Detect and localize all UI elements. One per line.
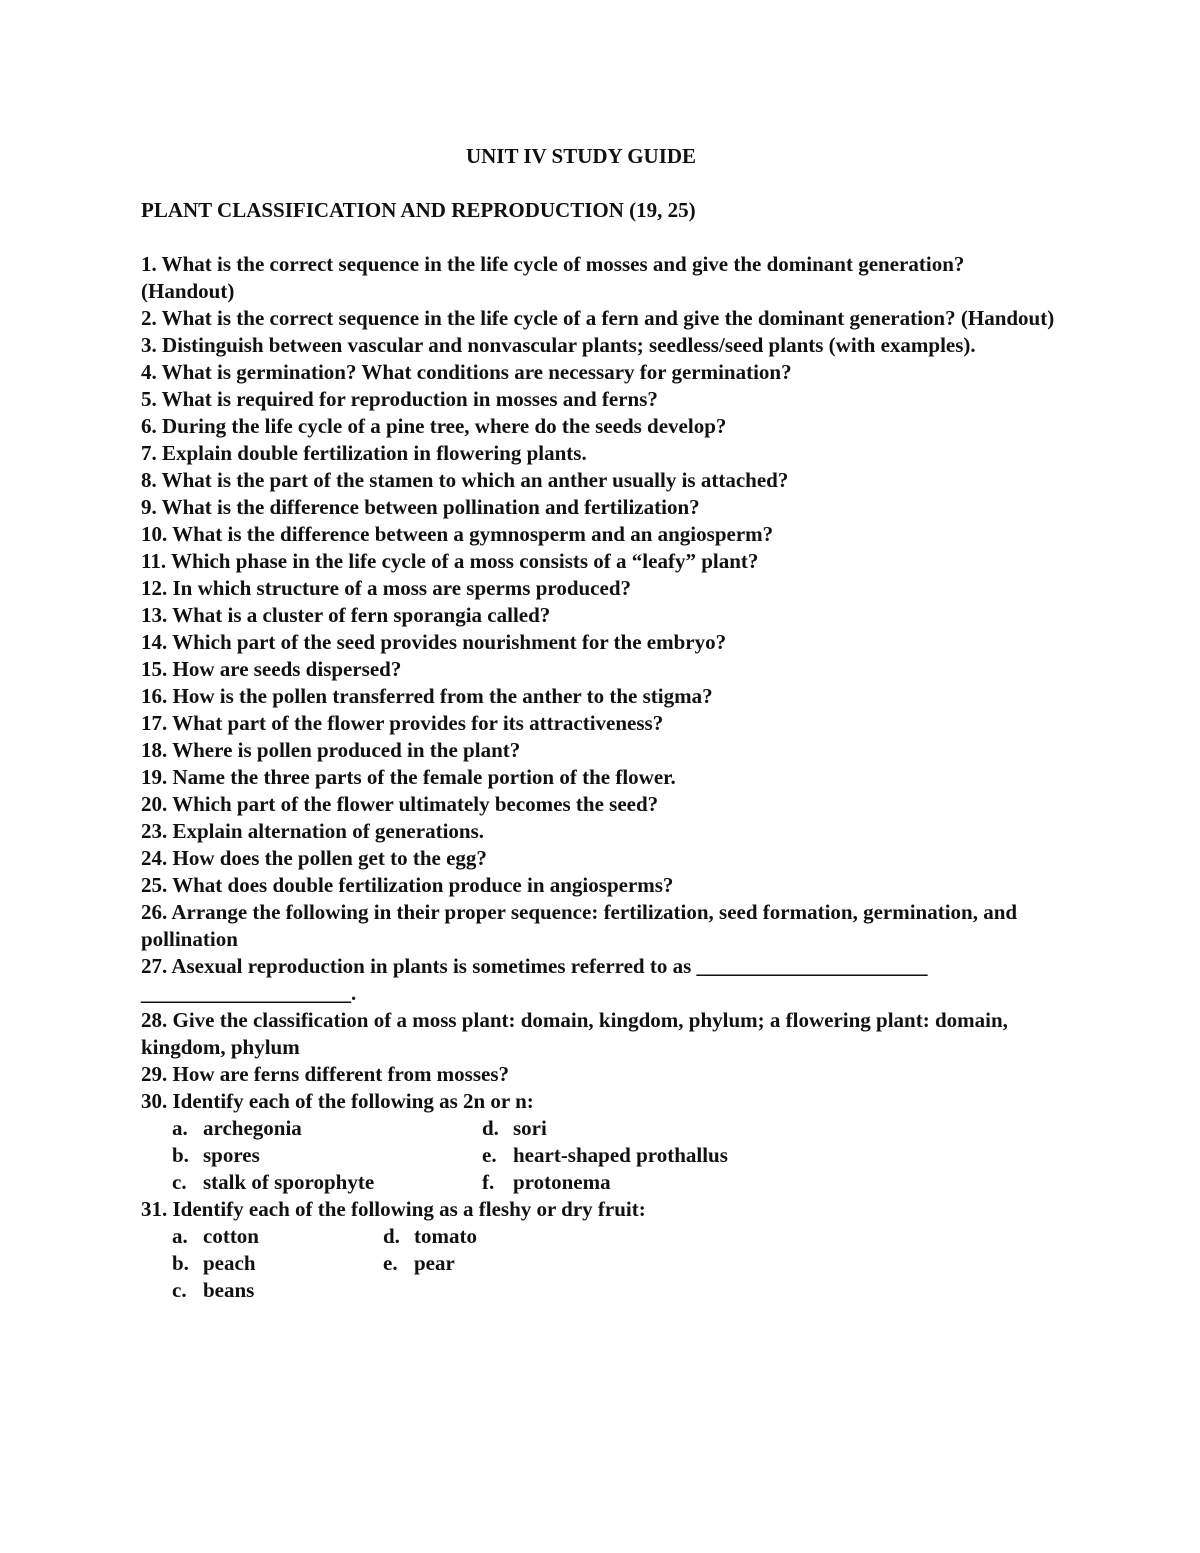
question-text: Where is pollen produced in the plant? — [172, 738, 521, 762]
question-text: How does the pollen get to the egg? — [172, 846, 487, 870]
question-text: Which part of the seed provides nourishment for the embryo? — [172, 630, 727, 654]
option-letter: d. — [383, 1224, 400, 1248]
option-text: stalk of sporophyte — [203, 1170, 375, 1194]
question-19 — [141, 764, 1061, 791]
question-number: 19. — [141, 765, 168, 789]
option-letter: a. — [172, 1116, 188, 1140]
question-28 — [141, 1007, 1061, 1061]
option-b — [172, 1250, 383, 1277]
option-e — [383, 1250, 455, 1277]
question-number: 31. — [141, 1197, 168, 1221]
question-text: Distinguish between vascular and nonvascular plants; seedless/seed plants (with examples). — [162, 333, 976, 357]
option-text: sori — [513, 1116, 547, 1140]
question-number: 13. — [141, 603, 168, 627]
question-number: 1. — [141, 252, 157, 276]
option-text: tomato — [414, 1224, 477, 1248]
question-number: 11. — [141, 549, 167, 573]
question-number: 25. — [141, 873, 168, 897]
question-text: What is the correct sequence in the life cycle of mosses and give the dominant generation? (Handout) — [141, 252, 965, 303]
question-number: 30. — [141, 1089, 168, 1113]
question-20 — [141, 791, 1061, 818]
question-16 — [141, 683, 1061, 710]
question-number: 3. — [141, 333, 157, 357]
question-text: Which phase in the life cycle of a moss consists of a “leafy” plant? — [170, 549, 759, 573]
section-heading: PLANT CLASSIFICATION AND REPRODUCTION (19, 25) — [141, 198, 696, 222]
option-letter: e. — [482, 1143, 497, 1167]
question-number: 23. — [141, 819, 168, 843]
question-number: 6. — [141, 414, 157, 438]
question-text: Identify each of the following as 2n or n: — [172, 1089, 534, 1113]
option-b — [172, 1142, 482, 1169]
question-30-options — [172, 1115, 1061, 1196]
spacer — [141, 224, 1061, 251]
option-d — [383, 1223, 477, 1250]
question-text: Name the three parts of the female portion of the flower. — [172, 765, 676, 789]
option-f — [482, 1169, 611, 1196]
question-9 — [141, 494, 1061, 521]
option-letter: f. — [482, 1170, 495, 1194]
question-number: 7. — [141, 441, 157, 465]
option-text: cotton — [203, 1224, 259, 1248]
question-number: 18. — [141, 738, 168, 762]
question-number: 12. — [141, 576, 168, 600]
question-12 — [141, 575, 1061, 602]
option-text: peach — [203, 1251, 256, 1275]
question-26 — [141, 899, 1061, 953]
question-number: 5. — [141, 387, 157, 411]
question-text: What is the part of the stamen to which an anther usually is attached? — [161, 468, 789, 492]
option-letter: a. — [172, 1224, 188, 1248]
question-text: What is the difference between pollination and fertilization? — [161, 495, 700, 519]
option-text: pear — [414, 1251, 455, 1275]
page-title: UNIT IV STUDY GUIDE — [465, 144, 697, 168]
question-number: 16. — [141, 684, 168, 708]
option-a — [172, 1115, 482, 1142]
option-a — [172, 1223, 383, 1250]
question-text: What is a cluster of fern sporangia called? — [172, 603, 551, 627]
option-e — [482, 1142, 728, 1169]
question-text: How is the pollen transferred from the anther to the stigma? — [172, 684, 713, 708]
question-number: 27. — [141, 954, 168, 978]
question-5 — [141, 386, 1061, 413]
question-text: What does double fertilization produce in angiosperms? — [172, 873, 674, 897]
option-text: heart-shaped prothallus — [513, 1143, 728, 1167]
option-d — [482, 1115, 547, 1142]
question-number: 8. — [141, 468, 157, 492]
option-text: archegonia — [203, 1116, 302, 1140]
question-number: 10. — [141, 522, 168, 546]
question-text: Identify each of the following as a fleshy or dry fruit: — [172, 1197, 646, 1221]
question-number: 14. — [141, 630, 168, 654]
question-8 — [141, 467, 1061, 494]
option-text: spores — [203, 1143, 260, 1167]
question-number: 15. — [141, 657, 168, 681]
question-number: 17. — [141, 711, 168, 735]
question-13 — [141, 602, 1061, 629]
question-10 — [141, 521, 1061, 548]
option-row — [172, 1142, 1061, 1169]
option-letter: d. — [482, 1116, 499, 1140]
question-text: Give the classification of a moss plant: domain, kingdom, phylum; a flowering plant: domain, kingdom, phylum — [141, 1008, 1008, 1059]
option-letter: b. — [172, 1143, 189, 1167]
question-18 — [141, 737, 1061, 764]
question-number: 4. — [141, 360, 157, 384]
question-24 — [141, 845, 1061, 872]
question-text: During the life cycle of a pine tree, where do the seeds develop? — [162, 414, 727, 438]
question-number: 28. — [141, 1008, 168, 1032]
question-1 — [141, 251, 1061, 305]
question-27 — [141, 953, 1061, 1007]
question-30 — [141, 1088, 1061, 1115]
question-29 — [141, 1061, 1061, 1088]
question-11 — [141, 548, 1061, 575]
option-letter: b. — [172, 1251, 189, 1275]
option-row — [172, 1169, 1061, 1196]
question-number: 2. — [141, 306, 157, 330]
question-text: What is the correct sequence in the life cycle of a fern and give the dominant generation? (Handout) — [161, 306, 1055, 330]
question-23 — [141, 818, 1061, 845]
question-text: How are ferns different from mosses? — [172, 1062, 510, 1086]
question-17 — [141, 710, 1061, 737]
option-row — [172, 1277, 1061, 1304]
question-6 — [141, 413, 1061, 440]
question-text: Asexual reproduction in plants is sometimes referred to as ______________________ ____________________. — [141, 954, 928, 1005]
question-2 — [141, 305, 1061, 332]
question-text: Explain double fertilization in flowering plants. — [162, 441, 587, 465]
question-text: In which structure of a moss are sperms produced? — [172, 576, 632, 600]
option-letter: c. — [172, 1278, 187, 1302]
question-number: 29. — [141, 1062, 168, 1086]
question-text: What is required for reproduction in mosses and ferns? — [161, 387, 658, 411]
question-7 — [141, 440, 1061, 467]
question-4 — [141, 359, 1061, 386]
option-c — [172, 1169, 482, 1196]
question-31-options — [172, 1223, 1061, 1304]
study-guide — [141, 141, 1061, 1304]
option-text: beans — [203, 1278, 255, 1302]
question-text: Explain alternation of generations. — [172, 819, 485, 843]
question-number: 9. — [141, 495, 157, 519]
option-text: protonema — [513, 1170, 611, 1194]
question-number: 26. — [141, 900, 168, 924]
question-14 — [141, 629, 1061, 656]
option-row — [172, 1250, 1061, 1277]
option-row — [172, 1223, 1061, 1250]
question-number: 24. — [141, 846, 168, 870]
option-letter: e. — [383, 1251, 398, 1275]
question-text: Arrange the following in their proper sequence: fertilization, seed formation, germination, and pollination — [141, 900, 1018, 951]
question-15 — [141, 656, 1061, 683]
question-text: What is germination? What conditions are necessary for germination? — [161, 360, 792, 384]
question-3 — [141, 332, 1061, 359]
question-text: What part of the flower provides for its attractiveness? — [172, 711, 664, 735]
question-text: How are seeds dispersed? — [172, 657, 402, 681]
option-c — [172, 1277, 383, 1304]
question-number: 20. — [141, 792, 168, 816]
question-25 — [141, 872, 1061, 899]
option-letter: c. — [172, 1170, 187, 1194]
question-31 — [141, 1196, 1061, 1223]
question-text: What is the difference between a gymnosperm and an angiosperm? — [172, 522, 774, 546]
option-row — [172, 1115, 1061, 1142]
question-text: Which part of the flower ultimately becomes the seed? — [172, 792, 659, 816]
